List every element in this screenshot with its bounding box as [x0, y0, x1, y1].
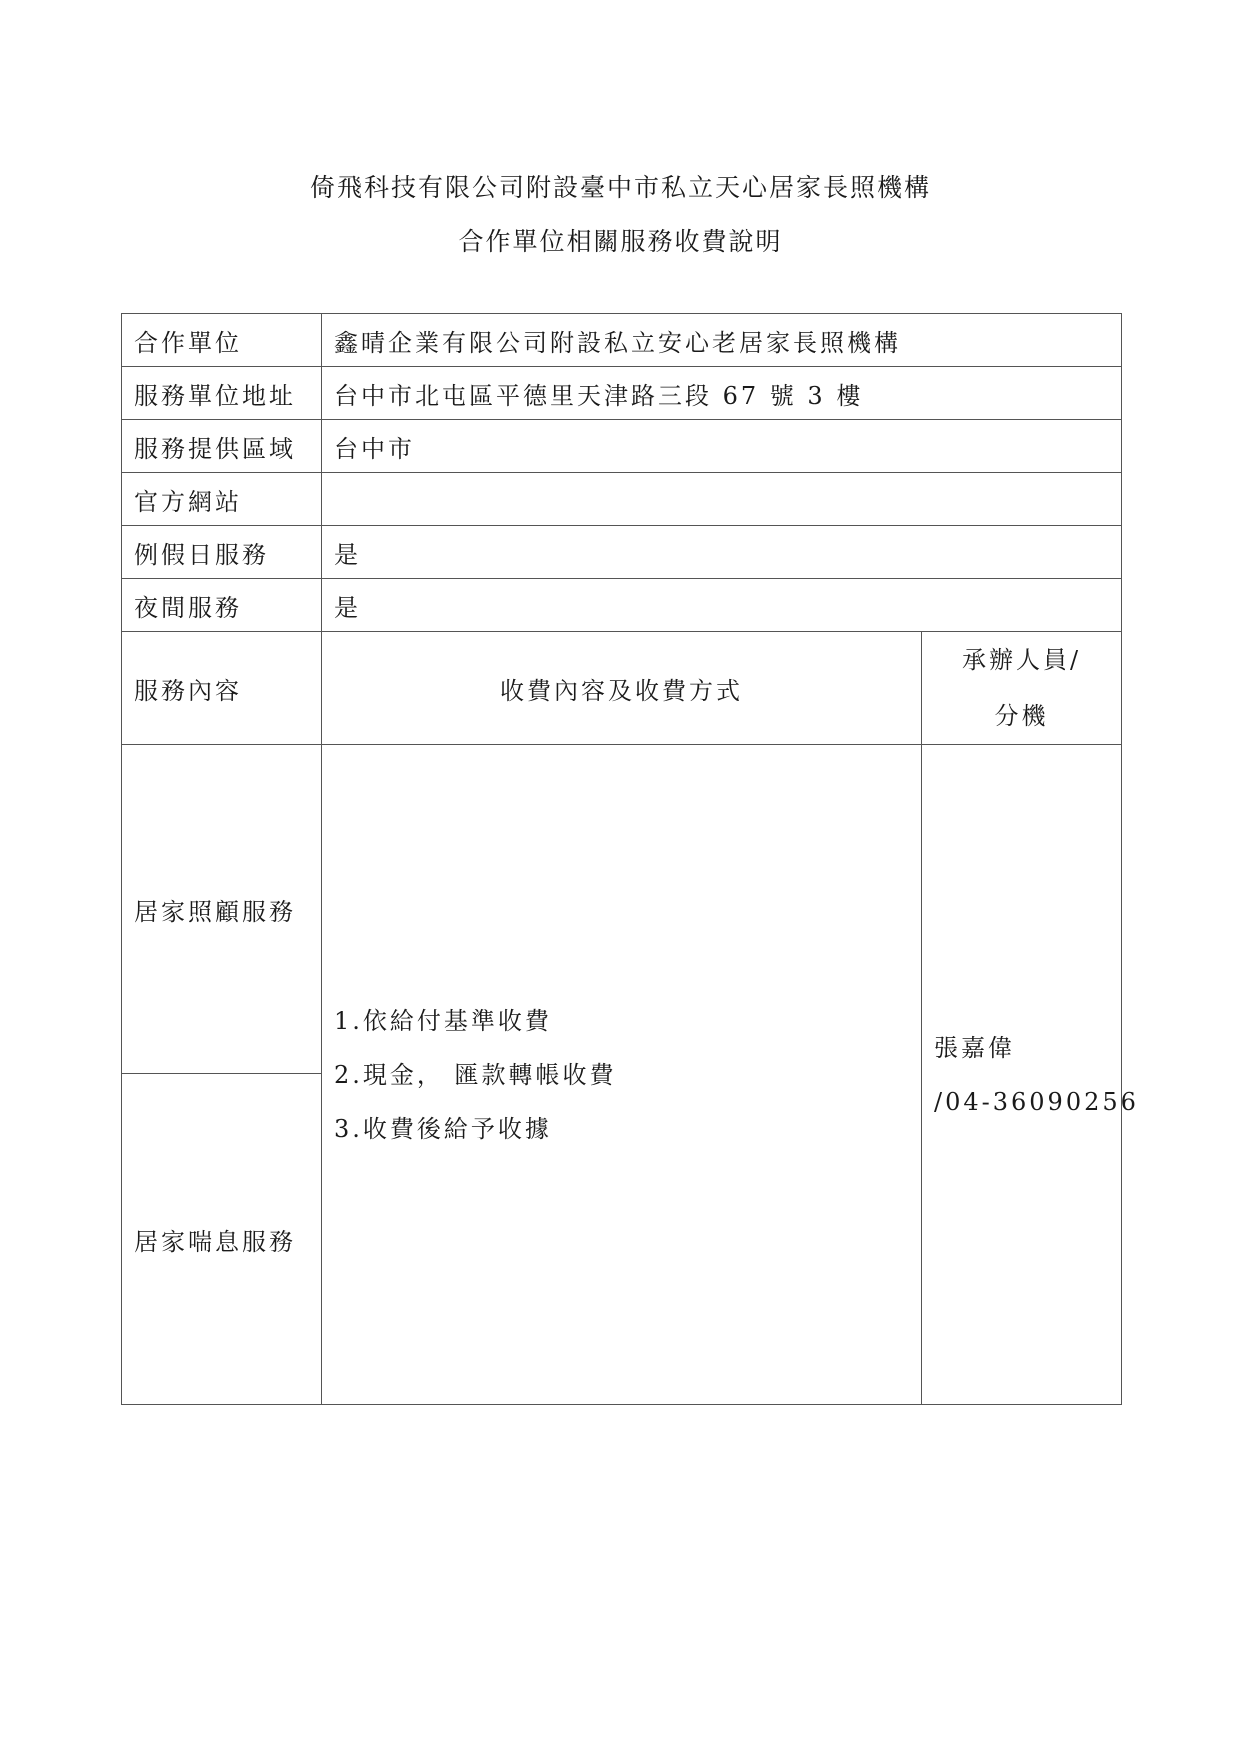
info-label: 服務提供區域	[122, 420, 322, 473]
table-row	[122, 367, 1122, 420]
table-row	[122, 526, 1122, 579]
contact-header-line1: 承辦人員/	[961, 646, 1082, 674]
contact-phone: /04-36090256	[934, 1087, 1139, 1116]
column-header-contact	[922, 632, 1122, 745]
info-label: 官方網站	[122, 473, 322, 526]
fee-table	[121, 313, 1139, 1405]
fee-item: 1.依給付基準收費	[334, 1006, 552, 1035]
table-row	[122, 314, 1122, 367]
info-label: 例假日服務	[122, 526, 322, 579]
table-row	[122, 579, 1122, 632]
document-title: 倚飛科技有限公司附設臺中市私立天心居家長照機構	[309, 173, 931, 202]
info-label: 服務單位地址	[122, 367, 322, 420]
info-value: 台中市	[322, 420, 1122, 473]
info-value: 鑫晴企業有限公司附設私立安心老居家長照機構	[322, 314, 1122, 367]
fee-description	[322, 745, 922, 1405]
service-name: 居家照顧服務	[122, 745, 322, 1074]
info-label: 合作單位	[122, 314, 322, 367]
table-row	[122, 745, 1122, 1074]
document-subtitle: 合作單位相關服務收費說明	[458, 227, 783, 256]
info-label: 夜間服務	[122, 579, 322, 632]
info-value: 是	[322, 579, 1122, 632]
column-header-fee: 收費內容及收費方式	[322, 632, 922, 745]
info-value	[322, 473, 1122, 526]
info-value: 是	[322, 526, 1122, 579]
service-name: 居家喘息服務	[122, 1074, 322, 1405]
contact-cell	[922, 745, 1139, 1405]
table-row	[122, 473, 1122, 526]
column-header-service: 服務內容	[122, 632, 322, 745]
contact-header-line2: 分機	[994, 702, 1049, 730]
info-value: 台中市北屯區平德里天津路三段 67 號 3 樓	[322, 367, 1122, 420]
fee-item: 3.收費後給予收據	[334, 1114, 552, 1143]
table-row	[122, 420, 1122, 473]
fee-item: 2.現金， 匯款轉帳收費	[334, 1060, 617, 1089]
contact-name: 張嘉偉	[934, 1033, 1015, 1062]
table-header-row	[122, 632, 1122, 745]
